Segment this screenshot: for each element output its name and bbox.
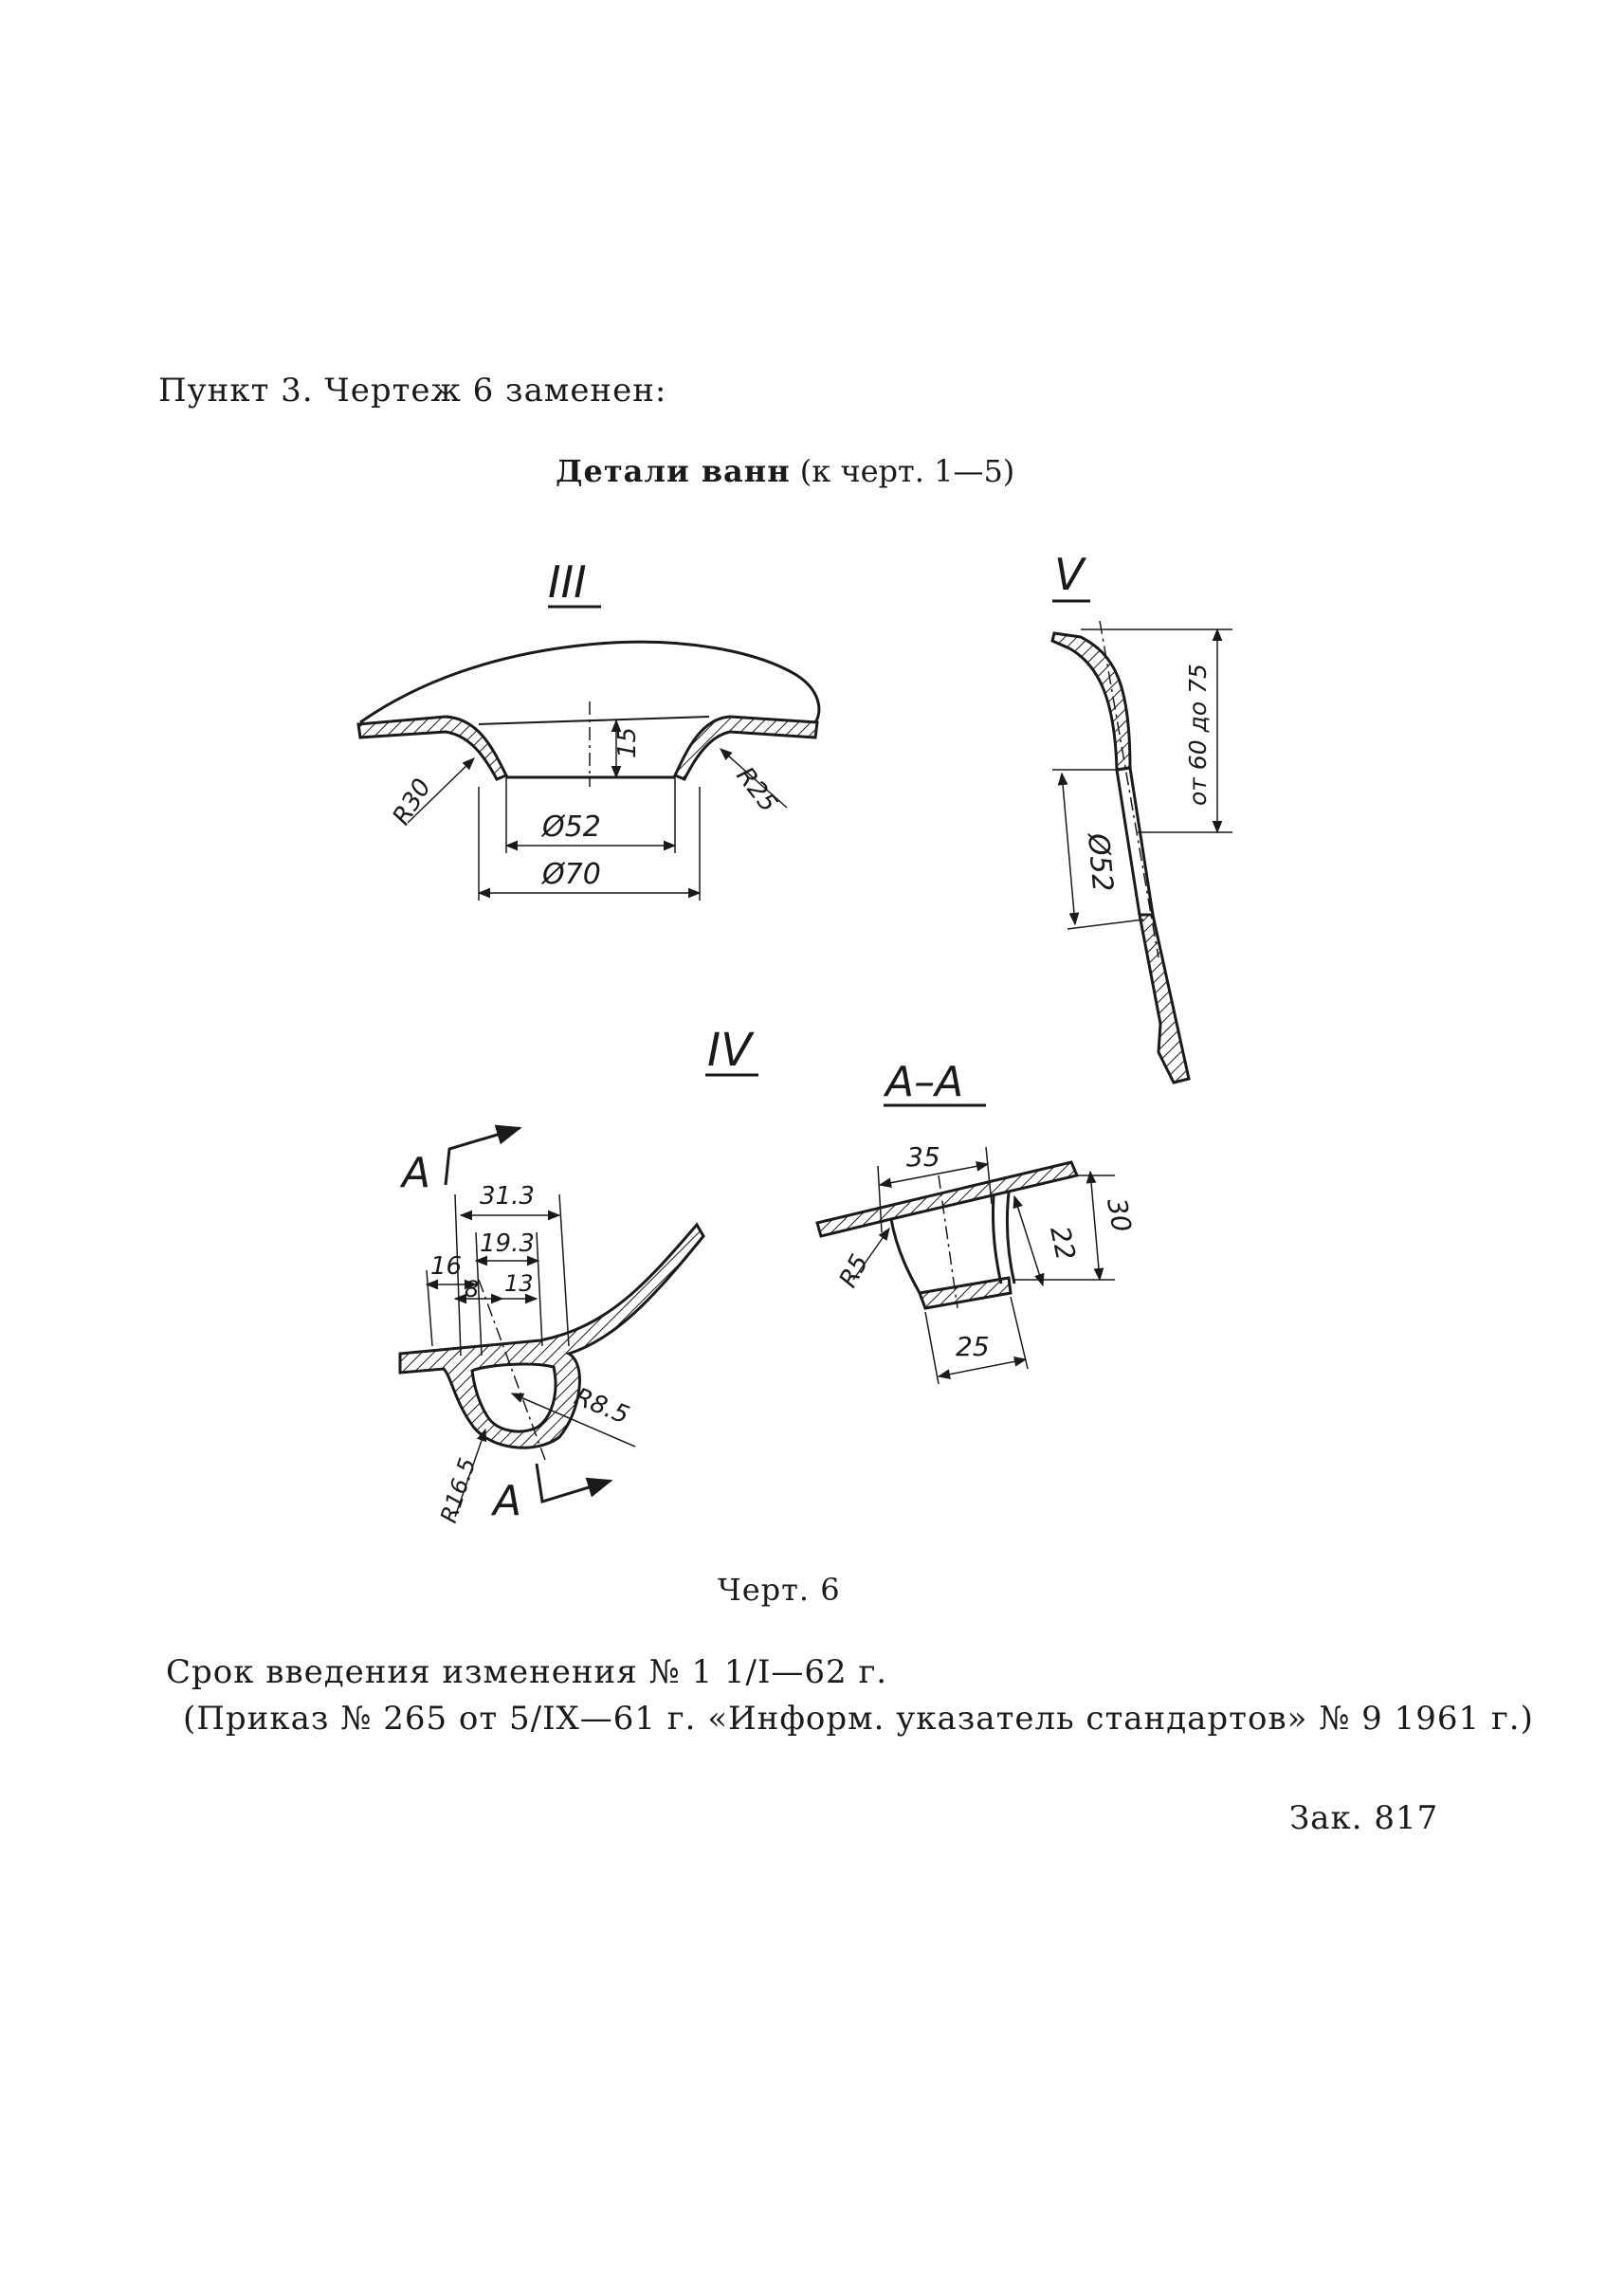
section-a-a-bottom: [920, 1278, 1011, 1308]
view-v-label: V: [1054, 549, 1085, 600]
view-iii-label: III: [548, 556, 587, 608]
view-iii-dim-r30: R30: [387, 774, 438, 830]
view-v-edge-a: [1117, 770, 1140, 915]
view-iii-dim-d70: Ø70: [542, 858, 601, 891]
section-mark-top: A: [402, 1149, 431, 1197]
view-v-edge-b: [1130, 768, 1153, 915]
view-iv-dim-16: 16: [430, 1252, 463, 1281]
section-a-a-right-wall: [993, 1196, 1001, 1284]
figure-caption: Черт. 6: [718, 1572, 841, 1608]
view-iv: [399, 1024, 758, 1526]
view-iv-label: IV: [707, 1024, 752, 1077]
deadline-text: Срок введения изменения № 1 1/I—62 г.: [166, 1653, 888, 1691]
view-iv-dim-8: 8: [465, 1276, 480, 1302]
section-a-a-right-wall-inner: [1007, 1193, 1014, 1284]
view-iii-dim-d52: Ø52: [542, 811, 601, 844]
view-iii-inner-top: [479, 717, 709, 724]
section-a-a: [817, 1058, 1138, 1384]
section-arrow-bottom: [537, 1464, 611, 1502]
view-v-dim-d52: Ø52: [1081, 831, 1120, 894]
order-number: Зак. 817: [1289, 1799, 1439, 1837]
view-iv-dim-r8-5: R8.5: [570, 1382, 633, 1430]
section-a-a-left-wall: [891, 1219, 920, 1293]
view-iii-shell-hatched: [358, 717, 506, 779]
view-v-dim-range: от 60 до 75: [1184, 664, 1212, 806]
view-iii-dim-r25: R25: [730, 761, 783, 818]
section-a-a-dim-30: 30: [1101, 1195, 1138, 1235]
view-iv-dim-13: 13: [504, 1270, 534, 1297]
heading-bold: Детали ванн: [556, 453, 791, 489]
view-v-axis: [1100, 621, 1159, 957]
section-mark-bottom: A: [493, 1477, 522, 1525]
view-iii-dim-15: 15: [613, 726, 642, 758]
view-v-profile-bottom: [1140, 915, 1189, 1083]
heading-rest: (к черт. 1—5): [790, 453, 1015, 489]
order-text: (Приказ № 265 от 5/IX—61 г. «Информ. указатель стандартов» № 9 1961 г.): [183, 1700, 1534, 1738]
view-iv-dim-r16-5: R16.5: [435, 1454, 482, 1526]
section-a-a-dim-22: 22: [1044, 1223, 1082, 1264]
section-a-a-dim-35: 35: [906, 1141, 940, 1173]
section-a-a-dim-25: 25: [956, 1331, 990, 1362]
section-a-a-label: A–A: [885, 1058, 964, 1106]
view-iv-dim-31-3: 31.3: [480, 1182, 535, 1211]
section-arrow-top: [446, 1128, 520, 1185]
view-v-profile-top: [1052, 633, 1130, 770]
view-iii: [358, 556, 819, 901]
view-iv-dim-19-3: 19.3: [480, 1229, 535, 1258]
intro-text: Пункт 3. Чертеж 6 заменен:: [158, 372, 667, 410]
section-a-a-dim-r5: R5: [833, 1249, 875, 1293]
view-v: [1052, 549, 1232, 1083]
section-a-a-plate: [817, 1162, 1077, 1236]
